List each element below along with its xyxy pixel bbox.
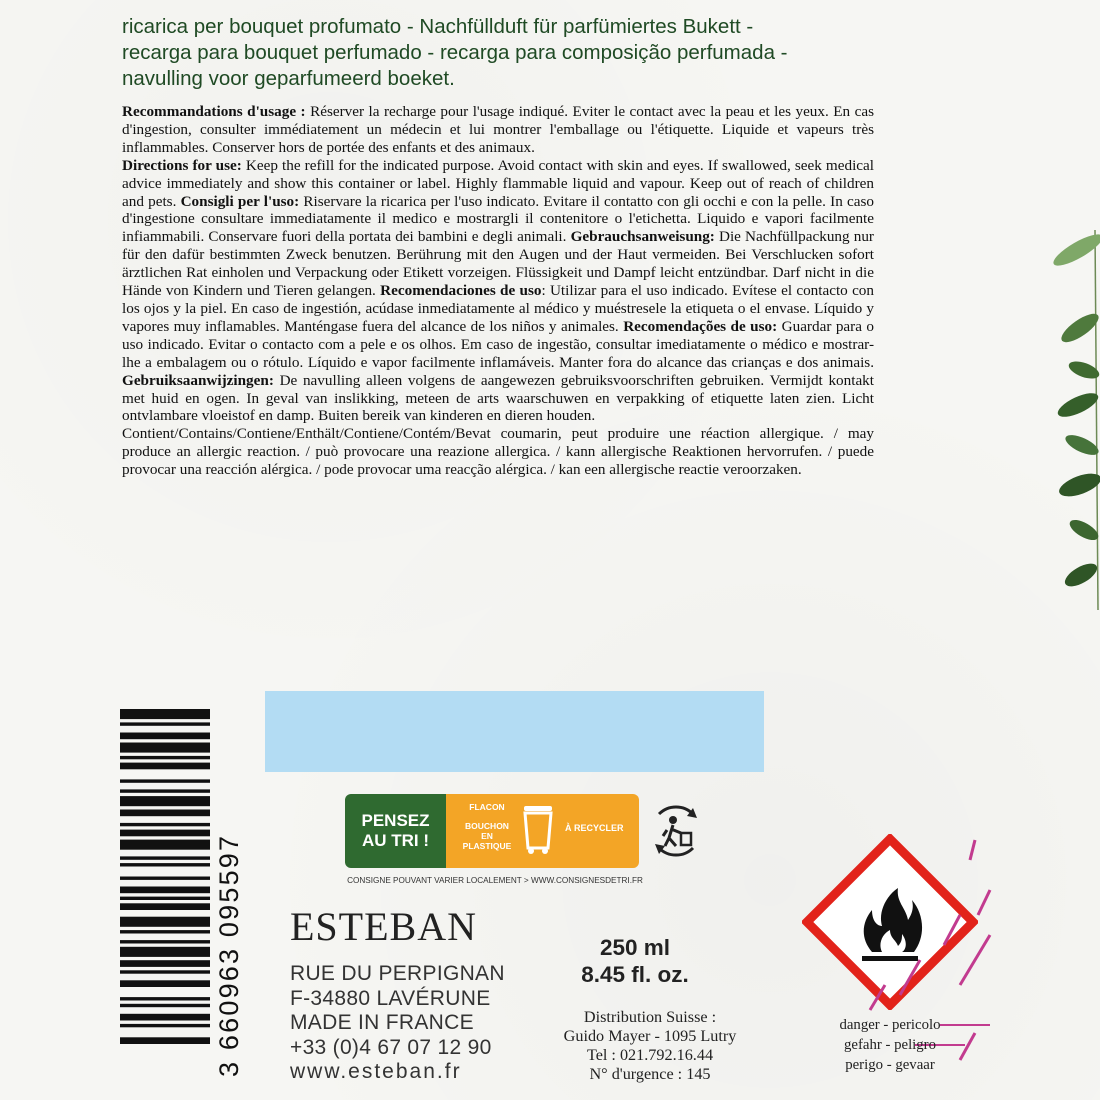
section-label: Consigli per l'uso: xyxy=(180,192,300,210)
address-line: RUE DU PERPIGNAN xyxy=(290,962,505,985)
volume-oz: 8.45 fl. oz. xyxy=(581,962,689,987)
section-label: Gebrauchsanweisung: xyxy=(570,228,715,246)
bouchon-label: PLASTIQUE xyxy=(462,841,512,851)
title-line: recarga para bouquet perfumado - recarga para composição perfumada - xyxy=(122,41,788,64)
barcode-bars-icon xyxy=(120,705,248,1085)
consigne-note: CONSIGNE POUVANT VARIER LOCALEMENT > WWW.CONSIGNESDETRI.FR xyxy=(347,876,643,885)
volume-ml: 250 ml xyxy=(599,935,671,960)
leaf-decoration-icon xyxy=(980,230,1100,610)
section-text: De navulling alleen volgens de aangewezen gebruiksvoorschriften gebruiken. Vermijdt kontakt met huid en ogen. In geval van inslikking, meteen de arts waarschuwen en verpakking of etiquette laten zien. Licht ontvlambare vloeistof en damp. Buiten bereik van kinderen en dieren houden. xyxy=(122,371,874,425)
section-text: Die Nachfüllpackung nur für den dafür bestimmten Zweck benutzen. Berührung mit den Augen und der Haut vermeiden. Bei Verschlucken sofort ärztlichen Rat einholen und Verpackung oder Etikett vorzeigen. Flüssigkeit und Dampf leicht entzündbar. Darf nicht in die Hände von Kindern und Tieren gelangen. xyxy=(122,228,874,300)
title-line: navulling voor geparfumeerd boeket. xyxy=(122,67,455,90)
usage-instructions xyxy=(122,103,874,479)
product-title xyxy=(122,14,882,92)
section-label: Recomendaciones de uso xyxy=(380,282,542,300)
recycling-bin-icon xyxy=(520,804,556,856)
brand-logo: ESTEBAN xyxy=(290,904,477,949)
address-line: F-34880 LAVÉRUNE xyxy=(290,986,491,1010)
bouchon-label: EN xyxy=(481,831,493,841)
allergen-text: Contient/Contains/Contiene/Enthält/Contiene/Contém/Bevat coumarin, peut produire une réaction allergique. / may produce an allergic reaction. / può provocare una reazione allergica. / kann allergische Reaktionen hervorrufen. / puede provocar una reacción alérgica. / pode provocar uma reacção alérgica. / kan een allergische reactie veroorzaken. xyxy=(122,425,874,479)
distribution-line: N° d'urgence : 145 xyxy=(589,1065,711,1083)
section-label: Recommandations d'usage : xyxy=(122,103,306,120)
section-text: Réserver la recharge pour l'usage indiqué. Eviter le contact avec la peau et les yeux. En cas d'ingestion, consulter immédiatement un médecin et lui montrer l'emballage ou l'étiquette. Liquide et vapeurs très inflammables. Conserver hors de portée des enfants et des animaux. xyxy=(122,103,874,156)
pensez-line: AU TRI ! xyxy=(361,831,430,850)
distribution-line: Distribution Suisse : xyxy=(583,1008,717,1026)
section-text: Keep the refill for the indicated purpose. Avoid contact with skin and eyes. If swallowed, seek medical advice immediately and show this container or label. Highly flammable liquid and vapour. Keep out of reach of children and pets. xyxy=(122,156,874,210)
color-band xyxy=(265,691,764,772)
website-link: www.esteban.fr xyxy=(290,1060,462,1083)
title-line: ricarica per bouquet profumato - Nachfüllduft für parfümiertes Bukett - xyxy=(122,15,754,38)
section-label: Recomendações de uso: xyxy=(623,317,778,335)
recycle-materials xyxy=(457,802,517,851)
barcode xyxy=(120,705,248,1085)
address-line: +33 (0)4 67 07 12 90 xyxy=(290,1035,492,1059)
section-text: : Utilizar para el uso indicado. Evítese el contacto con los ojos y la piel. En caso de ingestión, acúdase inmediatamente al médico y muéstresele la etiqueta o el envase. Líquido y vapores muy inflamables. Manténgase fuera del alcance de los niños y animales. xyxy=(122,282,874,335)
barcode-number: 3 660963 095597 xyxy=(214,833,244,1077)
recycler-label: À RECYCLER xyxy=(565,823,624,833)
hazard-line: perigo - gevaar xyxy=(845,1057,935,1073)
distribution-line: Guido Mayer - 1095 Lutry xyxy=(563,1027,737,1045)
hazard-line: danger - pericolo xyxy=(839,1017,941,1033)
volume-info xyxy=(560,934,710,988)
section-text: Guardar para o uso indicado. Evitar o contacto com a pele e os olhos. Em caso de ingestão, consultar imediatamente o médico e mostrar-lhe a embalagem ou o rótulo. Líquido e vapor facilmente inflamáveis. Manter fora do alcance das crianças e dos animais. xyxy=(122,317,874,371)
pensez-au-tri-badge xyxy=(345,794,446,868)
hazard-text xyxy=(790,1015,990,1075)
address-line: MADE IN FRANCE xyxy=(290,1011,474,1034)
distribution-info xyxy=(545,1008,755,1084)
hazard-line: gefahr - peligro xyxy=(843,1037,937,1053)
bouchon-label: BOUCHON xyxy=(465,821,509,831)
section-label: Gebruiksaanwijzingen: xyxy=(122,371,274,389)
distribution-line: Tel : 021.792.16.44 xyxy=(586,1046,714,1064)
section-text: Riservare la ricarica per l'uso indicato. Evitare il contatto con gli occhi e con la pelle. In caso d'ingestione consultare immediatamente il medico e mostrargli il contenitore o l'etichetta. Liquido e vapori facilmente infiammabili. Conservare fuori della portata dei bambini e degli animali. xyxy=(122,192,874,246)
flacon-label: FLACON xyxy=(469,802,505,812)
recycling-info xyxy=(345,794,639,868)
pensez-line: PENSEZ xyxy=(361,811,430,830)
triman-recycle-icon xyxy=(645,800,707,862)
address-block xyxy=(290,962,505,1085)
section-label: Directions for use: xyxy=(122,156,242,174)
